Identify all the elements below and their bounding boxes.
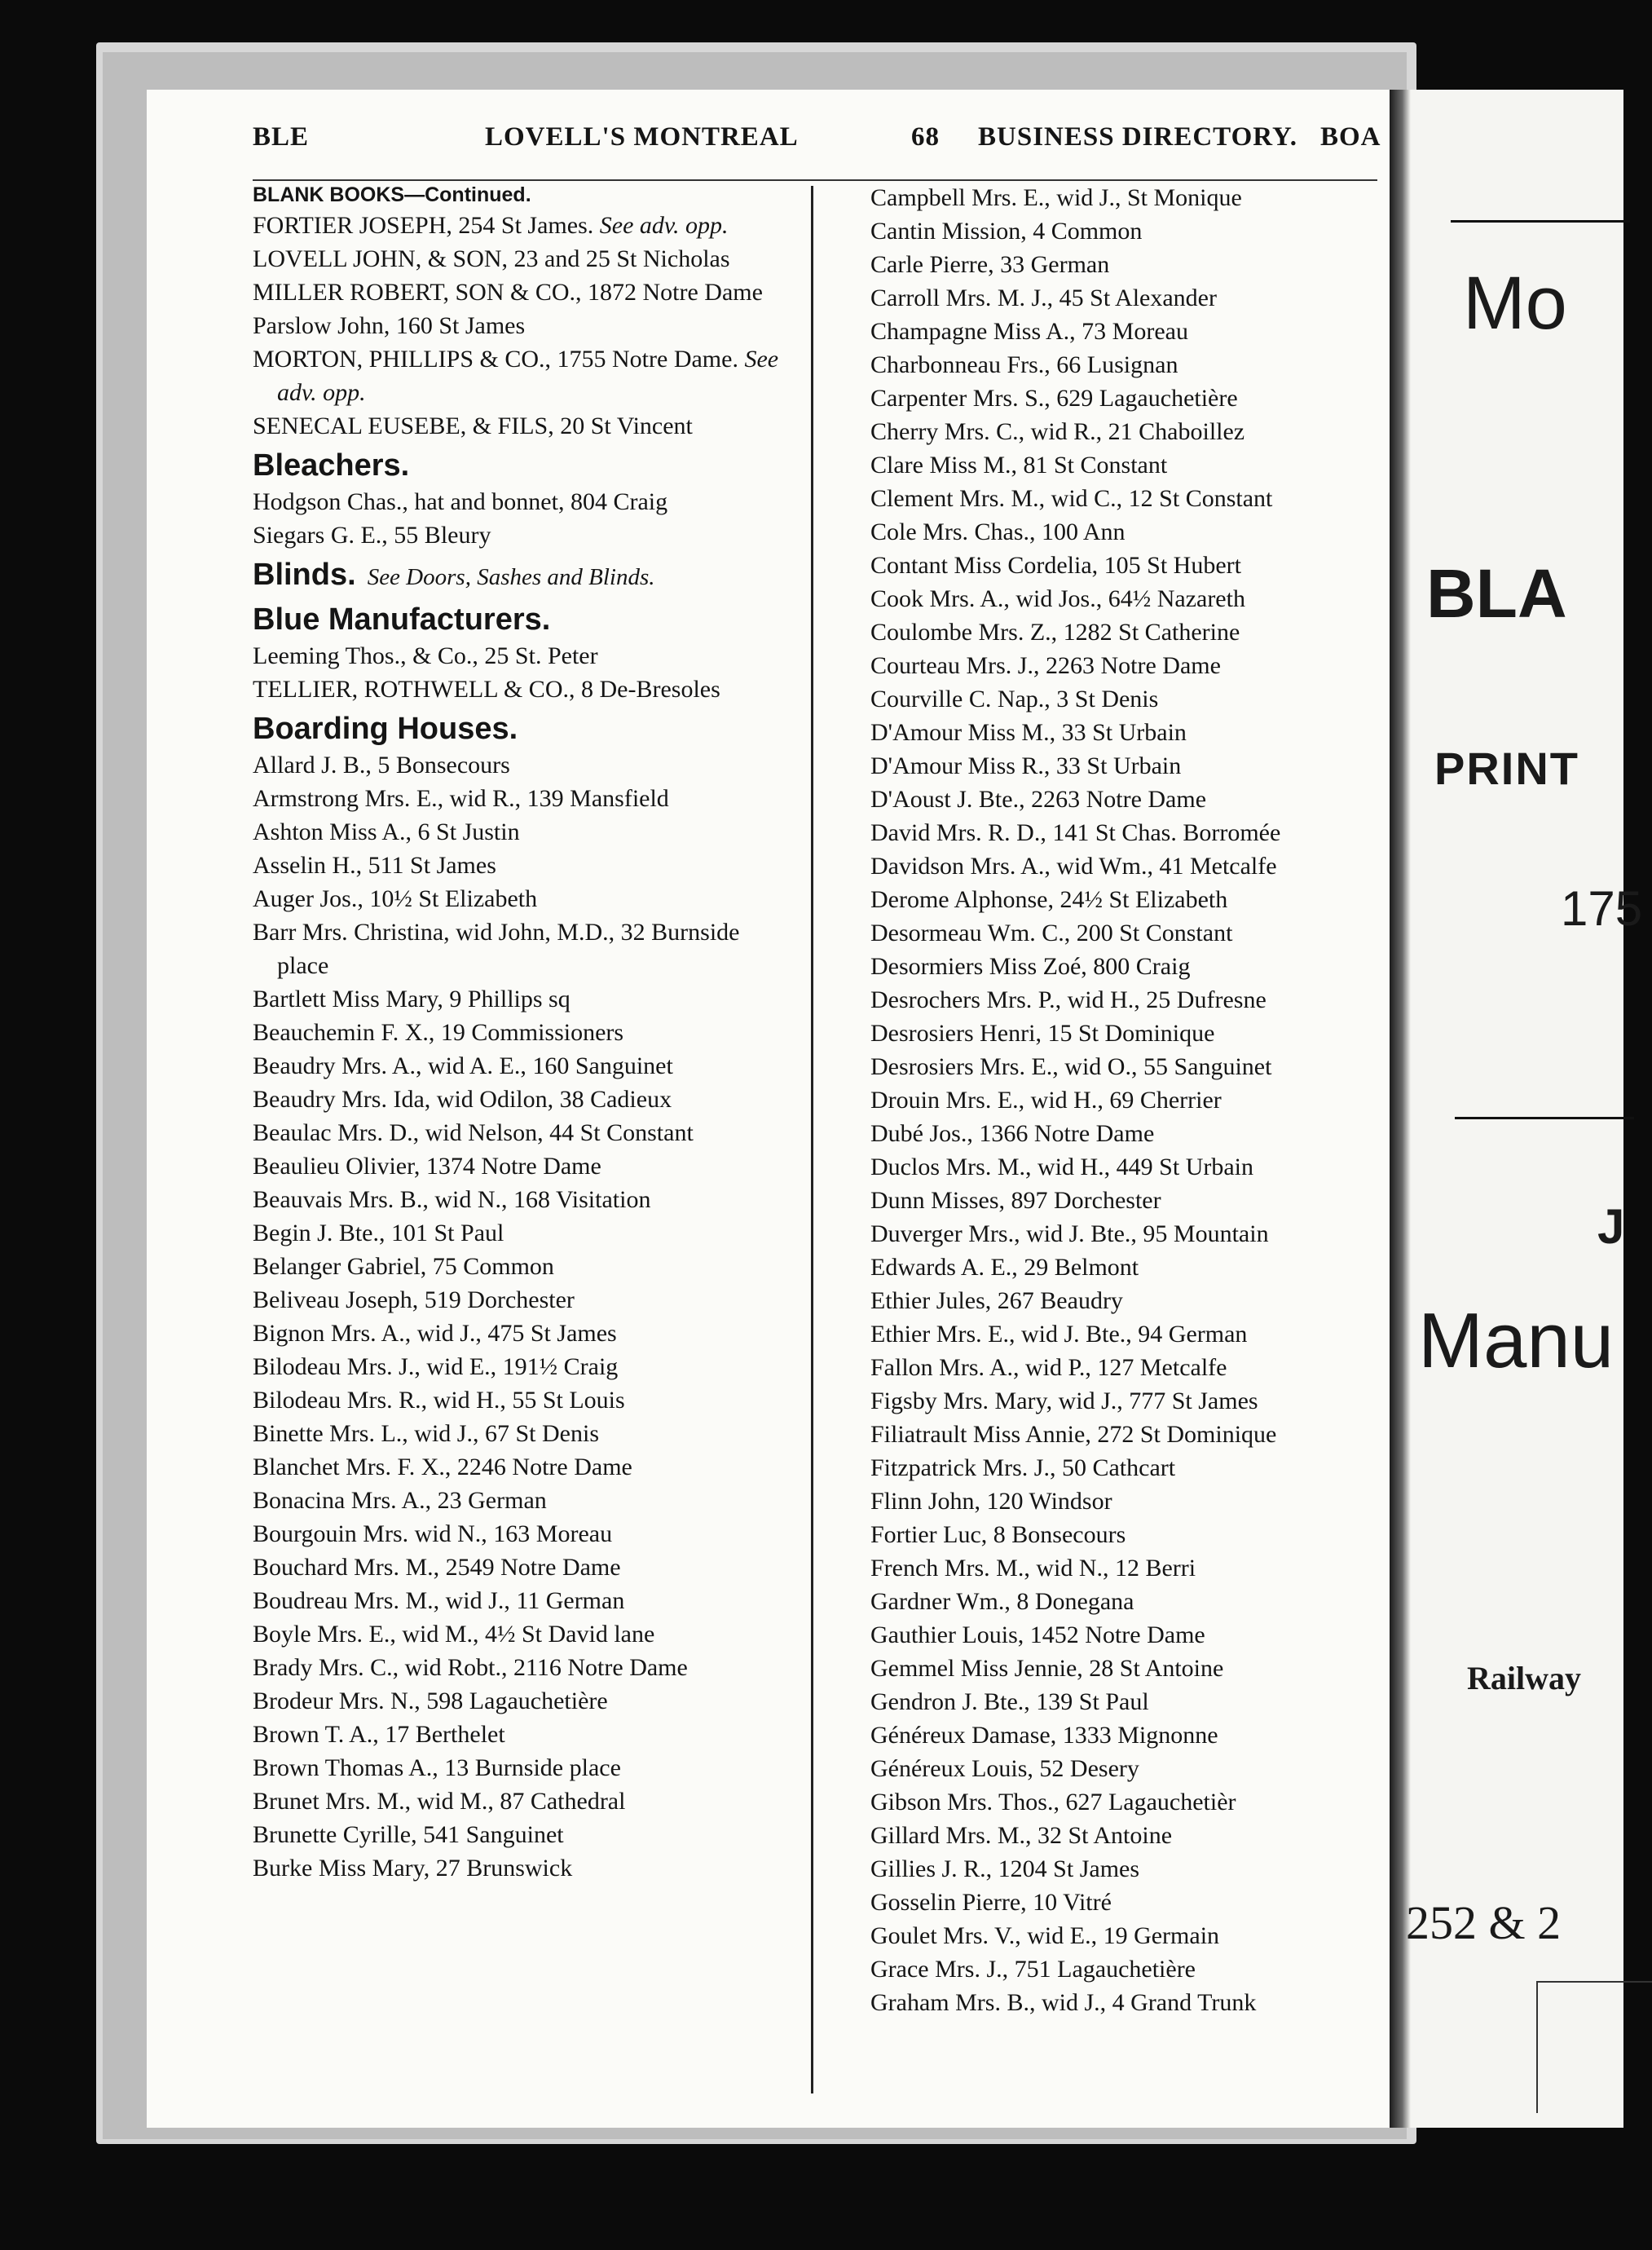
directory-entry: Duclos Mrs. M., wid H., 449 St Urbain	[870, 1154, 1253, 1180]
directory-entry: Barr Mrs. Christina, wid John, M.D., 32 Burnside place	[253, 919, 740, 979]
directory-entry: Contant Miss Cordelia, 105 St Hubert	[870, 552, 1241, 579]
directory-entry: Edwards A. E., 29 Belmont	[870, 1254, 1139, 1281]
directory-entry: Cook Mrs. A., wid Jos., 64½ Nazareth	[870, 585, 1245, 612]
directory-entry: Fallon Mrs. A., wid P., 127 Metcalfe	[870, 1354, 1227, 1381]
directory-entry: Belanger Gabriel, 75 Common	[253, 1253, 554, 1280]
directory-entry: Cherry Mrs. C., wid R., 21 Chaboillez	[870, 418, 1245, 445]
directory-entry: Cantin Mission, 4 Common	[870, 218, 1143, 245]
spine-shadow	[1390, 90, 1411, 2128]
directory-entry: Beliveau Joseph, 519 Dorchester	[253, 1286, 575, 1313]
header-title-right: BUSINESS DIRECTORY.	[978, 122, 1297, 152]
directory-entry: D'Amour Miss R., 33 St Urbain	[870, 752, 1182, 779]
directory-entry: Drouin Mrs. E., wid H., 69 Cherrier	[870, 1087, 1222, 1114]
section-blue-manufacturers: Blue Manufacturers.	[253, 602, 551, 637]
directory-entry: Gillies J. R., 1204 St James	[870, 1855, 1140, 1882]
directory-entry: Dunn Misses, 897 Dorchester	[870, 1187, 1161, 1214]
directory-entry: Ethier Mrs. E., wid J. Bte., 94 German	[870, 1321, 1248, 1348]
directory-entry: Desrosiers Henri, 15 St Dominique	[870, 1020, 1215, 1047]
directory-entry: Davidson Mrs. A., wid Wm., 41 Metcalfe	[870, 853, 1277, 880]
directory-entry: Gauthier Louis, 1452 Notre Dame	[870, 1621, 1205, 1648]
directory-entry: Fortier Luc, 8 Bonsecours	[870, 1521, 1126, 1548]
page-number: 68	[911, 122, 940, 152]
directory-entry: Figsby Mrs. Mary, wid J., 777 St James	[870, 1388, 1258, 1414]
header-right: BOA	[1320, 122, 1381, 152]
directory-entry: Graham Mrs. B., wid J., 4 Grand Trunk	[870, 1989, 1257, 2016]
directory-entry: Hodgson Chas., hat and bonnet, 804 Craig	[253, 488, 668, 515]
ad-line-6: Manu	[1418, 1297, 1615, 1384]
directory-entry: Carpenter Mrs. S., 629 Lagauchetière	[870, 385, 1238, 412]
directory-entry: Brunet Mrs. M., wid M., 87 Cathedral	[253, 1788, 626, 1815]
entry-name: MILLER ROBERT, SON & CO., 1872 Notre Dame	[253, 279, 763, 306]
directory-entry: Campbell Mrs. E., wid J., St Monique	[870, 184, 1242, 211]
directory-entry: Gendron J. Bte., 139 St Paul	[870, 1688, 1149, 1715]
facing-advertisement-page	[1390, 90, 1643, 2128]
entry-note: See adv. opp.	[599, 212, 729, 239]
ad-line-1: Mo	[1463, 262, 1567, 345]
section-boarding-houses: Boarding Houses.	[253, 712, 518, 746]
ad-line-5: J	[1597, 1199, 1625, 1254]
directory-entry: D'Amour Miss M., 33 St Urbain	[870, 719, 1187, 746]
directory-entry: Desrochers Mrs. P., wid H., 25 Dufresne	[870, 986, 1267, 1013]
directory-entry: Brown Thomas A., 13 Burnside place	[253, 1754, 621, 1781]
directory-entry: Auger Jos., 10½ St Elizabeth	[253, 885, 538, 912]
left-column	[253, 181, 791, 1885]
continued-heading: BLANK BOOKS—Continued.	[253, 183, 531, 206]
directory-entry: Carroll Mrs. M. J., 45 St Alexander	[870, 285, 1217, 311]
header-title-left: LOVELL'S MONTREAL	[485, 122, 799, 152]
directory-entry: Boyle Mrs. E., wid M., 4½ St David lane	[253, 1621, 655, 1648]
directory-entry: Champagne Miss A., 73 Moreau	[870, 318, 1188, 345]
directory-entry: Fitzpatrick Mrs. J., 50 Cathcart	[870, 1454, 1176, 1481]
directory-entry: Beauvais Mrs. B., wid N., 168 Visitation	[253, 1186, 651, 1213]
directory-entry: Brady Mrs. C., wid Robt., 2116 Notre Dame	[253, 1654, 688, 1681]
directory-entry: Courteau Mrs. J., 2263 Notre Dame	[870, 652, 1221, 679]
directory-entry: Charbonneau Frs., 66 Lusignan	[870, 351, 1178, 378]
directory-entry: Blanchet Mrs. F. X., 2246 Notre Dame	[253, 1454, 632, 1480]
directory-entry: Flinn John, 120 Windsor	[870, 1488, 1112, 1515]
directory-entry	[253, 409, 791, 443]
directory-entry: Beaudry Mrs. Ida, wid Odilon, 38 Cadieux	[253, 1086, 672, 1113]
directory-entry: Desrosiers Mrs. E., wid O., 55 Sanguinet	[870, 1053, 1272, 1080]
directory-entry: Desormiers Miss Zoé, 800 Craig	[870, 953, 1191, 980]
entry-note: See adv. opp.	[277, 346, 779, 406]
directory-entry	[253, 309, 791, 342]
directory-entry: Gemmel Miss Jennie, 28 St Antoine	[870, 1655, 1224, 1682]
directory-entry	[253, 209, 791, 242]
directory-entry: Beaulac Mrs. D., wid Nelson, 44 St Constant	[253, 1119, 694, 1146]
directory-entry: Bignon Mrs. A., wid J., 475 St James	[253, 1320, 617, 1347]
running-header	[253, 122, 1414, 171]
directory-entry: Clare Miss M., 81 St Constant	[870, 452, 1168, 479]
directory-entry: Begin J. Bte., 101 St Paul	[253, 1220, 504, 1246]
directory-entry: Ashton Miss A., 6 St Justin	[253, 818, 520, 845]
directory-entry: Beauchemin F. X., 19 Commissioners	[253, 1019, 624, 1046]
directory-entry: Beaudry Mrs. A., wid A. E., 160 Sanguinet	[253, 1052, 673, 1079]
directory-entry: Dubé Jos., 1366 Notre Dame	[870, 1120, 1155, 1147]
directory-entry: Siegars G. E., 55 Bleury	[253, 522, 491, 549]
directory-entry: Grace Mrs. J., 751 Lagauchetière	[870, 1956, 1196, 1983]
directory-entry: Bartlett Miss Mary, 9 Phillips sq	[253, 986, 570, 1012]
directory-entry: French Mrs. M., wid N., 12 Berri	[870, 1555, 1196, 1582]
section-blinds	[253, 555, 791, 597]
ad-line-2: BLA	[1426, 555, 1567, 632]
directory-entry: Courville C. Nap., 3 St Denis	[870, 686, 1159, 712]
ad-border-frame	[1536, 1981, 1652, 2113]
directory-entry: Binette Mrs. L., wid J., 67 St Denis	[253, 1420, 599, 1447]
directory-entry: Gosselin Pierre, 10 Vitré	[870, 1889, 1112, 1916]
ad-line-3: PRINT	[1434, 743, 1579, 794]
directory-entry: Clement Mrs. M., wid C., 12 St Constant	[870, 485, 1273, 512]
directory-entry: Beaulieu Olivier, 1374 Notre Dame	[253, 1153, 601, 1180]
directory-entry: Bonacina Mrs. A., 23 German	[253, 1487, 547, 1514]
directory-entry: Brunette Cyrille, 541 Sanguinet	[253, 1821, 564, 1848]
directory-entry: Gardner Wm., 8 Donegana	[870, 1588, 1134, 1615]
directory-entry: Goulet Mrs. V., wid E., 19 Germain	[870, 1922, 1220, 1949]
directory-entry: Allard J. B., 5 Bonsecours	[253, 752, 510, 779]
directory-page	[147, 90, 1414, 2128]
right-column	[870, 181, 1392, 2019]
directory-entry: Coulombe Mrs. Z., 1282 St Catherine	[870, 619, 1240, 646]
header-left: BLE	[253, 122, 310, 152]
directory-entry: Cole Mrs. Chas., 100 Ann	[870, 518, 1126, 545]
ad-rule-middle	[1455, 1117, 1634, 1119]
directory-entry: Duverger Mrs., wid J. Bte., 95 Mountain	[870, 1220, 1269, 1247]
directory-entry: Brodeur Mrs. N., 598 Lagauchetière	[253, 1688, 608, 1714]
directory-entry: Asselin H., 511 St James	[253, 852, 496, 879]
directory-entry	[253, 242, 791, 276]
entry-name: MORTON, PHILLIPS & CO., 1755 Notre Dame.	[253, 346, 738, 373]
directory-entry	[253, 342, 791, 409]
directory-entry: Derome Alphonse, 24½ St Elizabeth	[870, 886, 1228, 913]
entry-name: FORTIER JOSEPH, 254 St James.	[253, 212, 594, 239]
directory-entry	[253, 276, 791, 309]
directory-entry: Carle Pierre, 33 German	[870, 251, 1110, 278]
directory-entry: Filiatrault Miss Annie, 272 St Dominique	[870, 1421, 1277, 1448]
directory-entry: Généreux Louis, 52 Desery	[870, 1755, 1139, 1782]
ad-line-7: Railway	[1467, 1660, 1581, 1696]
directory-entry: Généreux Damase, 1333 Mignonne	[870, 1722, 1218, 1749]
directory-entry: Ethier Jules, 267 Beaudry	[870, 1287, 1123, 1314]
directory-entry: Gillard Mrs. M., 32 St Antoine	[870, 1822, 1173, 1849]
directory-entry: Leeming Thos., & Co., 25 St. Peter	[253, 642, 598, 669]
directory-entry: Burke Miss Mary, 27 Brunswick	[253, 1855, 573, 1882]
column-divider	[811, 186, 813, 2093]
ad-line-4: 175	[1561, 881, 1643, 936]
entry-name: Parslow John, 160 St James	[253, 312, 526, 339]
directory-entry: Bourgouin Mrs. wid N., 163 Moreau	[253, 1520, 613, 1547]
directory-entry: Boudreau Mrs. M., wid J., 11 German	[253, 1587, 625, 1614]
section-bleachers: Bleachers.	[253, 448, 410, 483]
boarding-houses-list	[253, 748, 791, 1885]
ad-rule-top	[1451, 220, 1630, 223]
ad-line-8: 252 & 2	[1406, 1896, 1562, 1949]
directory-entry: Bilodeau Mrs. R., wid H., 55 St Louis	[253, 1387, 625, 1414]
blinds-title: Blinds.	[253, 558, 356, 592]
directory-entry: D'Aoust J. Bte., 2263 Notre Dame	[870, 786, 1207, 813]
blinds-cross-reference: See Doors, Sashes and Blinds.	[367, 564, 655, 590]
directory-entry: TELLIER, ROTHWELL & CO., 8 De-Bresoles	[253, 676, 720, 703]
directory-entry: Bilodeau Mrs. J., wid E., 191½ Craig	[253, 1353, 619, 1380]
directory-entry: Desormeau Wm. C., 200 St Constant	[870, 920, 1233, 946]
entry-name: LOVELL JOHN, & SON, 23 and 25 St Nicholas	[253, 245, 730, 272]
blank-books-list	[253, 209, 791, 443]
directory-entry: Gibson Mrs. Thos., 627 Lagauchetièr	[870, 1789, 1236, 1815]
directory-entry: Armstrong Mrs. E., wid R., 139 Mansfield	[253, 785, 669, 812]
directory-entry: Bouchard Mrs. M., 2549 Notre Dame	[253, 1554, 621, 1581]
blue-manufacturers-list	[253, 639, 791, 706]
bleachers-list	[253, 485, 791, 552]
directory-entry: Brown T. A., 17 Berthelet	[253, 1721, 505, 1748]
entry-name: SENECAL EUSEBE, & FILS, 20 St Vincent	[253, 412, 693, 439]
directory-entry: David Mrs. R. D., 141 St Chas. Borromée	[870, 819, 1281, 846]
